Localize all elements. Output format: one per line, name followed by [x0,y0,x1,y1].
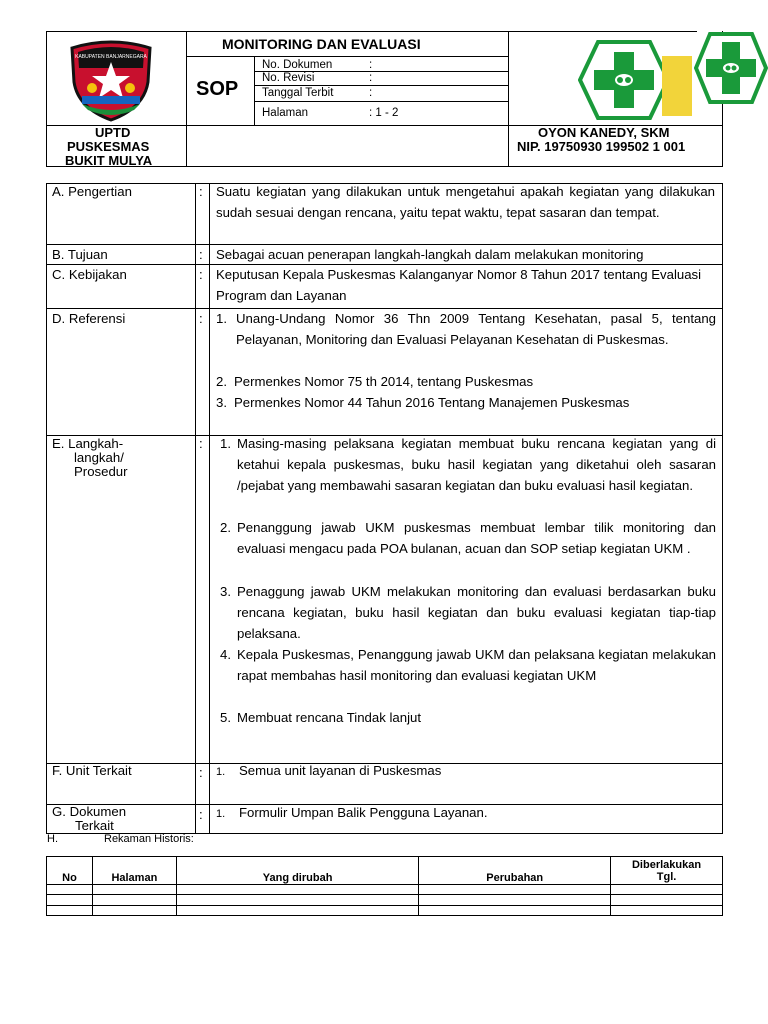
step-item-5: Membuat rencana Tindak lanjut [237,710,421,725]
step-item-3: Penaggung jawab UKM melakukan monitoring dan evaluasi berdasarkan buku rencana kegiatan, buku hasil kegiatan dan buku evaluasi kegiatan tiap-tiap pelaksana. [237,584,716,641]
step-num-5: 5. [220,710,231,725]
sop-divider [254,56,255,126]
org-line-1: UPTD [95,125,131,140]
colon-g: : [199,807,203,822]
svg-text:KABUPATEN BANJARNEGARA: KABUPATEN BANJARNEGARA [75,54,147,60]
colon-b: : [199,247,203,262]
history-header-row [47,857,723,885]
meta-value-revisi: : [369,72,373,84]
col-diberlakukan-line2: Tgl. [656,870,677,883]
section-g-label-2: Terkait [75,818,114,833]
colon-c: : [199,267,203,282]
section-c-text: Keputusan Kepala Puskesmas Kalanganyar Nomor 8 Tahun 2017 tentang Evaluasi Program dan Layanan [216,267,702,303]
ref-num-3: 3. [216,395,227,410]
doc-title: MONITORING DAN EVALUASI [222,36,421,52]
section-a-text: Suatu kegiatan yang dilakukan untuk mengetahui apakah kegiatan yang dilakukan sudah sesuai dengan rencana, yaitu tepat waktu, tepat sasaran dan tempat. [216,184,715,220]
sop-label: SOP [196,78,239,100]
section-e-label-3: Prosedur [74,464,128,479]
section-f-label: F. Unit Terkait [52,763,132,778]
step-num-4: 4. [220,647,231,662]
puskesmas-logo-left [578,40,670,120]
signer-name: OYON KANEDY, SKM [538,125,670,140]
org-line-3: BUKIT MULYA [65,153,153,168]
meta-label-revisi: No. Revisi [262,72,315,84]
body-border-right [722,183,723,834]
section-a-label: A. Pengertian [52,184,132,199]
body-col-1 [195,183,196,834]
ref-num-1: 1. [216,311,227,326]
body-col-2 [209,183,210,834]
col-yang-dirubah: Yang dirubah [176,857,419,885]
table-row [47,906,723,916]
colon-e: : [199,436,203,451]
section-b-text: Sebagai acuan penerapan langkah-langkah dalam melakukan monitoring [216,247,644,262]
step-item-4: Kepala Puskesmas, Penanggung jawab UKM dan pelaksana kegiatan melakukan rapat membahas hasil monitoring dan evaluasi kegiatan UKM [237,647,716,683]
history-letter: H. [47,833,58,845]
section-c-label: C. Kebijakan [52,267,127,282]
body-border-left [46,183,47,834]
doc-item: Formulir Umpan Balik Pengguna Layanan. [239,805,488,820]
regency-logo [64,38,158,122]
section-d-label: D. Referensi [52,311,126,326]
step-num-1: 1. [220,436,231,451]
header-divider-1 [186,31,187,167]
col-halaman: Halaman [92,857,176,885]
col-perubahan: Perubahan [419,857,611,885]
colon-a: : [199,184,203,199]
meta-label-dokumen: No. Dokumen [262,59,333,71]
signer-nip: NIP. 19750930 199502 1 001 [517,139,686,154]
step-item-2: Penanggung jawab UKM puskesmas membuat lembar tilik monitoring dan evaluasi mengacu pada POA bulanan, acuan dan SOP setiap kegiatan UKM . [237,520,716,556]
title-divider [186,56,509,57]
table-row [47,885,723,895]
section-g-label-1: G. Dokumen [52,804,127,819]
section-e-label-1: E. Langkah- [52,436,124,451]
meta-value-tanggal: : [369,87,373,99]
ref-num-2: 2. [216,374,227,389]
ref-item-2: Permenkes Nomor 75 th 2014, tentang Puskesmas [234,374,534,389]
unit-item: Semua unit layanan di Puskesmas [239,763,442,778]
step-num-3: 3. [220,584,231,599]
colon-f: : [199,765,203,780]
section-e-label-2: langkah/ [74,450,124,465]
step-num-2: 2. [220,520,231,535]
table-row [47,895,723,906]
org-line-2: PUSKESMAS [67,139,150,154]
meta-value-dokumen: : [369,59,373,71]
meta-label-halaman: Halaman [262,107,309,119]
section-b-label: B. Tujuan [52,247,108,262]
puskesmas-logo-band [662,56,692,116]
doc-num-1: 1. [216,808,226,820]
header-border-left [46,31,47,167]
ref-item-3: Permenkes Nomor 44 Tahun 2016 Tentang Manajemen Puskesmas [234,395,630,410]
meta-value-halaman: : 1 - 2 [369,107,399,119]
col-no: No [47,857,93,885]
colon-d: : [199,311,203,326]
unit-num-1: 1. [216,766,226,778]
puskesmas-logo-right [694,32,768,104]
header-divider-2 [508,31,509,167]
col-diberlakukan-line1: Diberlakukan [631,858,702,871]
meta-label-tanggal: Tanggal Terbit [262,87,334,99]
history-table [46,856,723,916]
step-item-1: Masing-masing pelaksana kegiatan membuat buku rencana kegiatan yang di ketahui kepala puskesmas, buku hasil kegiatan yang diketahui oleh sasaran /pejabat yang membawahi sasaran kegiatan dan buku evaluasi hasil kegiatan. [237,436,716,493]
ref-item-1: Unang-Undang Nomor 36 Thn 2009 Tentang Kesehatan, pasal 5, tentang Pelayanan, Monitoring dan Evaluasi Pelayanan Kesehatan di Puskesmas. [236,311,716,347]
col-diberlakukan [611,857,723,885]
header-border-top [46,31,697,32]
history-label: Rekaman Historis: [104,833,194,845]
